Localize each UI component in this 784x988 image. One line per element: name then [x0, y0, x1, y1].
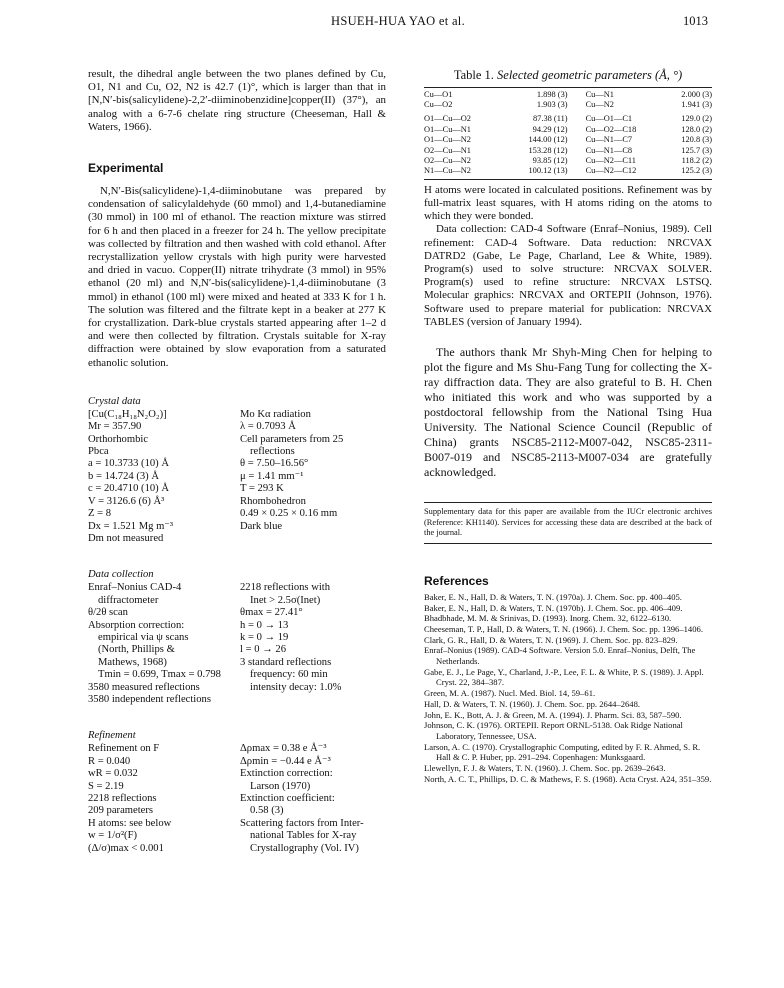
refinement-col2 [240, 743, 386, 855]
refinement-line: R = 0.040 [88, 755, 131, 767]
table-parameter: Cu—N1—C7 [585, 135, 633, 145]
data-collection-heading: Data collection [88, 569, 154, 581]
refinement-line: Larson (1970) [250, 780, 311, 792]
crystal-data-line: V = 3126.6 (6) Å³ [88, 495, 165, 507]
data-collection-line: θmax = 27.41° [240, 607, 303, 619]
table-value: 2.000 (3) [681, 90, 712, 99]
crystal-data-line: Dark blue [240, 520, 283, 532]
table-row [424, 100, 712, 110]
refinement-line: Refinement on F [88, 743, 160, 755]
table-parameter: Cu—O2 [424, 100, 453, 110]
data-collection-line: Mathews, 1968) [98, 656, 167, 668]
experimental-heading: Experimental [88, 161, 164, 176]
table-parameter: Cu—N1 [585, 90, 614, 99]
crystal-data-col2 [240, 409, 386, 545]
table-value: 1.903 (3) [536, 100, 568, 110]
refinement-line: 0.58 (3) [250, 805, 284, 817]
reference-entry: Green, M. A. (1987). Nucl. Med. Biol. 14, 59–61. [424, 688, 596, 699]
refinement-line: Δρmin = −0.44 e Å⁻³ [240, 755, 331, 767]
software-paragraph: Data collection: CAD-4 Software (Enraf–Nonius, 1989). Cell refinement: CAD-4 Software. Data reduction: NRCVAX DATRD2 (Gabe, Le Page, Charland, Lee & White, 1989). Program(s) used to solve structure: NRCVAX SOLVER. Program(s) used to refine structure: NRCVAX LSTSQ. Molecular graphics: NRCVAX and ORTEPII (Johnson, 1976). Software used to prepare material for publication: NRCVAX TABLES (version of January 1994). [424, 223, 712, 328]
reference-entry: Gabe, E. J., Le Page, Y., Charland, J.-P., Lee, F. L. & White, P. S. (1989). J. Appl. Cryst. 22, 384–387. [424, 666, 704, 688]
refinement-col1 [88, 743, 240, 855]
crystal-data-heading: Crystal data [88, 395, 141, 407]
running-header [88, 14, 708, 32]
table-row [424, 156, 712, 166]
supplementary-bottom-rule [424, 543, 712, 544]
table-row [424, 125, 712, 135]
supplementary-top-rule [424, 502, 712, 503]
table-parameter: O1—Cu—O2 [424, 114, 471, 124]
refinement-line: national Tables for X-ray [250, 830, 357, 842]
table-value: 125.7 (3) [681, 145, 712, 155]
crystal-data-line: c = 20.4710 (10) Å [88, 483, 169, 495]
table-parameter: Cu—N2—C12 [585, 166, 637, 176]
crystal-data-line: [Cu(C₁₈H₁₈N₂O₂)] [88, 408, 167, 420]
refinement-line: Extinction correction: [240, 768, 333, 780]
table-parameter: O2—Cu—N1 [424, 145, 471, 155]
right-column [424, 68, 712, 785]
crystal-data-line: 0.49 × 0.25 × 0.16 mm [240, 508, 338, 520]
refinement-line: w = 1/σ²(F) [88, 830, 137, 842]
refinement-heading: Refinement [88, 730, 136, 742]
table-row [424, 146, 712, 156]
table-row [424, 166, 712, 176]
table-parameter: O1—Cu—N2 [424, 135, 471, 145]
data-collection-line: 2218 reflections with [240, 582, 331, 594]
references-list [424, 592, 712, 785]
data-collection-block [88, 582, 386, 706]
table-parameter: Cu—O1—C1 [585, 114, 633, 124]
table-value: 93.85 (12) [532, 156, 568, 166]
data-collection-line: empirical via ψ scans [98, 631, 189, 643]
reference-entry: North, A. C. T., Phillips, D. C. & Mathews, F. S. (1968). Acta Cryst. A24, 351–359. [424, 773, 712, 784]
crystal-data-line: Mr = 357.90 [88, 421, 142, 433]
data-collection-line: diffractometer [98, 594, 159, 606]
crystal-data-line: Dm not measured [88, 532, 164, 544]
table-row [424, 111, 712, 125]
crystal-data-line: Orthorhombic [88, 433, 149, 445]
table-parameter: Cu—O2—C18 [585, 124, 637, 134]
crystal-data-block [88, 409, 386, 545]
table-value: 144.00 (12) [528, 135, 568, 145]
reference-entry: Clark, G. R., Hall, D. & Waters, T. N. (1969). J. Chem. Soc. pp. 823–829. [424, 634, 678, 645]
refinement-line: Δρmax = 0.38 e Å⁻³ [240, 743, 327, 755]
refinement-line: Scattering factors from Inter- [240, 817, 364, 829]
table-top-rule [424, 87, 712, 88]
reference-entry: Enraf–Nonius (1989). CAD-4 Software. Version 5.0. Enraf–Nonius, Delft, The Netherlands. [424, 645, 696, 667]
reference-entry: Johnson, C. K. (1976). ORTEPII. Report ORNL-5138. Oak Ridge National Laboratory, Tennessee, USA. [424, 720, 683, 741]
table-value: 1.941 (3) [681, 100, 712, 110]
table-parameter: O1—Cu—N1 [424, 124, 471, 134]
table-value: 120.8 (3) [681, 135, 712, 145]
refinement-line: wR = 0.032 [88, 768, 138, 780]
h-atoms-paragraph: H atoms were located in calculated positions. Refinement was by full-matrix least squares, with H atoms riding on the atoms to which they were bonded. [424, 183, 712, 223]
table-parameter: Cu—N1—C8 [585, 145, 633, 155]
refinement-line: 2218 reflections [88, 793, 157, 805]
data-collection-line: 3580 measured reflections [88, 681, 200, 693]
table-parameter: O2—Cu—N2 [424, 156, 471, 166]
table-value: 125.2 (3) [681, 166, 712, 176]
refinement-line: 209 parameters [88, 805, 154, 817]
table-value: 100.12 (13) [528, 166, 568, 176]
crystal-data-col1 [88, 409, 240, 545]
table-bottom-rule [424, 179, 712, 180]
acknowledgement: The authors thank Mr Shyh-Ming Chen for helping to plot the figure and Ms Shu-Fang Tung for collecting the X-ray diffraction data. They are also grateful to B. H. Chen who initiated this work and who was supported by a postdoctoral fellowship from the National Tsing Hua University. The National Science Council (Republic of China) grants NSC85-2112-M007-042, NSC85-2311-B007-019 and NSC85-2113-M007-034 are gratefully acknowledged. [424, 345, 712, 480]
table-caption [424, 68, 712, 83]
crystal-data-line: μ = 1.41 mm⁻¹ [240, 470, 304, 482]
data-collection-line: h = 0 → 13 [240, 619, 289, 631]
refinement-line: Extinction coefficient: [240, 793, 335, 805]
crystal-data-line: Dx = 1.521 Mg m⁻³ [88, 520, 174, 532]
refinement-line: Crystallography (Vol. IV) [250, 842, 359, 854]
reference-entry: Baker, E. N., Hall, D. & Waters, T. N. (1970a). J. Chem. Soc. pp. 400–405. [424, 591, 682, 602]
crystal-data-line: θ = 7.50–16.56° [240, 458, 309, 470]
reference-entry: Hall, D. & Waters, T. N. (1960). J. Chem. Soc. pp. 2644–2648. [424, 698, 641, 709]
data-collection-line: Enraf–Nonius CAD-4 [88, 582, 182, 594]
crystal-data-line: reflections [250, 446, 295, 458]
reference-entry: John, E. K., Bott, A. J. & Green, M. A. (1994). J. Pharm. Sci. 83, 587–590. [424, 709, 682, 720]
table-value: 94.29 (12) [532, 124, 568, 134]
crystal-data-line: Z = 8 [88, 508, 112, 520]
table-parameter: Cu—N2 [585, 100, 614, 110]
data-collection-line: Inet > 2.5σ(Inet) [250, 594, 321, 606]
refinement-line: (Δ/σ)max < 0.001 [88, 842, 164, 854]
reference-entry: Llewellyn, F. J. & Waters, T. N. (1960). J. Chem. Soc. pp. 2639–2643. [424, 763, 666, 774]
table-parameter: N1—Cu—N2 [424, 166, 471, 176]
refinement-line: H atoms: see below [88, 817, 172, 829]
table-parameter: Cu—N2—C11 [585, 156, 636, 166]
data-collection-line: frequency: 60 min [250, 669, 328, 681]
crystal-data-line: Pbca [88, 446, 109, 458]
supplementary-note: Supplementary data for this paper are available from the IUCr electronic archives (Reference: KH1140). Services for accessing these data are described at the back of the journal. [424, 507, 712, 538]
reference-entry: Larson, A. C. (1970). Crystallographic Computing, edited by F. R. Ahmed, S. R. Hall & C. P. Huber, pp. 291–294. Copenhagen: Munksgaard. [424, 741, 701, 763]
crystal-data-line: λ = 0.7093 Å [240, 421, 296, 433]
data-collection-line: Absorption correction: [88, 619, 185, 631]
crystal-data-line: b = 14.724 (3) Å [88, 470, 160, 482]
crystal-data-line: Mo Kα radiation [240, 408, 311, 420]
experimental-paragraph: N,N′-Bis(salicylidene)-1,4-diiminobutane was prepared by condensation of salicylaldehyde (60 mmol) and 1,4-butanediamine (30 mmol) in 100 ml of ethanol. The reaction mixture was stirred for 6 h and then placed in a freezer for 24 h. The yellow precipitate was collected by filtration and then washed with cold ethanol. After recrystallization yellow crystals with high purity were harvested and dried in vacuo. Copper(II) nitrate trihydrate (3 mmol) in 95% ethanol (20 ml) and N,N′-bis(salicylidene)-1,4-diiminobutane (3 mmol) in ethanol (100 ml) were mixed and heated at 333 K for 1 h. The solution was filtered and the filtrate kept in a beaker at 277 K for crystallization. Dark-blue crystals started appearing after 1–2 d and were then collected by filtration. Crystals suitable for X-ray diffraction were obtained by slow evaporation from a saturated ethanolic solution. [88, 185, 386, 369]
crystal-data-line: Rhombohedron [240, 495, 306, 507]
data-collection-line: 3 standard reflections [240, 656, 332, 668]
data-collection-line: (North, Phillips & [98, 644, 175, 656]
data-collection-line: Tmin = 0.699, Tmax = 0.798 [98, 669, 221, 681]
reference-entry: Baker, E. N., Hall, D. & Waters, T. N. (1970b). J. Chem. Soc. pp. 406–409. [424, 602, 683, 613]
data-collection-col2 [240, 582, 386, 706]
data-collection-line: k = 0 → 19 [240, 631, 289, 643]
data-collection-line: l = 0 → 26 [240, 644, 286, 656]
crystal-data-line: Cell parameters from 25 [240, 433, 344, 445]
table-value: 118.2 (2) [681, 156, 712, 166]
table-value: 128.0 (2) [681, 124, 712, 134]
table-row [424, 135, 712, 145]
table-value: 87.38 (11) [532, 114, 568, 124]
reference-entry: Bhadbhade, M. M. & Srinivas, D. (1993). Inorg. Chem. 32, 6122–6130. [424, 613, 672, 624]
data-collection-col1 [88, 582, 240, 706]
data-collection-line: 3580 independent reflections [88, 693, 211, 705]
table-value: 153.28 (12) [528, 145, 568, 155]
page-number: 1013 [683, 14, 708, 28]
data-collection-line: θ/2θ scan [88, 607, 128, 619]
refinement-line: S = 2.19 [88, 780, 124, 792]
crystal-data-line: a = 10.3733 (10) Å [88, 458, 169, 470]
geometric-parameters-table [424, 90, 712, 177]
table-parameter: Cu—O1 [424, 90, 453, 99]
reference-entry: Cheeseman, T. P., Hall, D. & Waters, T. N. (1966). J. Chem. Soc. pp. 1396–1406. [424, 623, 703, 634]
data-collection-line: intensity decay: 1.0% [250, 681, 342, 693]
table-label: Table 1. [453, 68, 494, 82]
refinement-block [88, 743, 386, 855]
table-row [424, 90, 712, 100]
table-value: 1.898 (3) [536, 90, 568, 99]
crystal-data-line: T = 293 K [240, 483, 284, 495]
running-title: HSUEH-HUA YAO et al. [331, 14, 465, 28]
table-value: 129.0 (2) [681, 114, 712, 124]
references-heading: References [424, 573, 489, 588]
left-column [88, 68, 386, 855]
intro-paragraph: result, the dihedral angle between the two planes defined by Cu, O1, N1 and Cu, O2, N2 is 42.7 (1)°, which is larger than that in [N,N′-bis(salicylidene)-2,2′-diiminobenzidine]copper(II) (37°), an analog with a 6-7-6 chelate ring structure (Cheeseman, Hall & Waters, 1966). [88, 68, 386, 133]
table-caption-text: Selected geometric parameters (Å, °) [497, 68, 683, 82]
